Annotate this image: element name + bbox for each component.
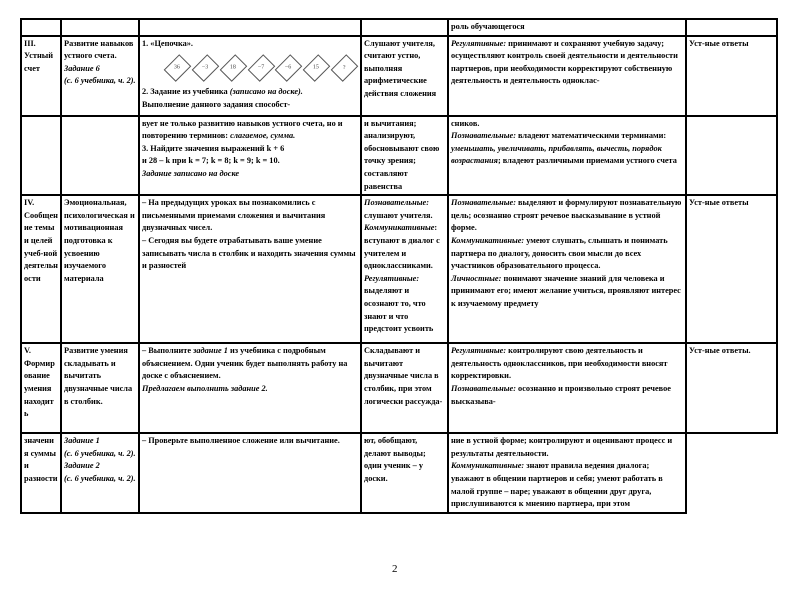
table-row [21,19,777,36]
cell-content: – Проверьте выполненное сложение или вычитание. [139,433,361,513]
chain-step: ? [331,54,358,81]
cell-control: Уст-ные ответы [686,195,777,343]
cell-stage: значения суммы и разности [21,433,61,513]
cell-goal: Эмоциональная, психологическая и мотивационная подготовка к усвоению изучаемого материала [61,195,139,343]
table-row [21,195,777,343]
table-row [21,433,777,513]
chain-step: 15 [303,54,330,81]
cell-stage: V. Формирование умения находить [21,343,61,433]
cell-uud: роль обучающегося [448,19,686,36]
lesson-plan-table [20,18,778,514]
cell-students: ют, обобщают, делают выводы; один ученик – у доски. [361,433,448,513]
cell-content: вует не только развитию навыков устного счета, но и повторению терминов: слагаемое, сумма. 3. Найдите значения выражений k + 6 и 28 – k при k = 7; k = 8; k = 9; k = 10. Задание записано на доске [139,116,361,196]
page-number: 2 [392,563,398,575]
cell-uud: сников. Познавательные: владеют математическими терминами: уменьшать, увеличивать, прибавлять, вычесть, порядок возрастания; владеют различными приемами устного счета [448,116,686,196]
table-row [21,116,777,196]
chain-step: 18 [219,54,246,81]
table-row [21,343,777,433]
cell-content: – Выполните задание 1 из учебника с подробным объяснением. Одни ученик будет выполнять работу на доске с объяснением. Предлагаем выполнить задание 2. [139,343,361,433]
cell-control: Уст-ные ответы [686,36,777,116]
cell-goal: Задание 1 (с. 6 учебника, ч. 2). Задание 2 (с. 6 учебника, ч. 2). [61,433,139,513]
chain-step: −6 [275,54,302,81]
cell-content: 1. «Цепочка». 36 −3 18 −7 −6 15 ? 2. Задание из учебника (записано на доске). Выполнение данного задания способст- [139,36,361,116]
cell-students: Складывают и вычитают двузначные числа в столбик, при этом логически рассужда- [361,343,448,433]
cell-control: Уст-ные ответы. [686,343,777,433]
chain-step: −3 [192,54,219,81]
cell-students: и вычитания; анализируют, обосновывают свою точку зрения; составляют равенства [361,116,448,196]
chain-diagram [142,50,358,86]
chain-step: 36 [164,54,191,81]
cell-uud: ние в устной форме; контролируют и оценивают процесс и результаты деятельности. Коммуникативные: знают правила ведения диалога; уважают в общении партнеров и себя; умеют работать в малой группе – паре; уважают в общении друг друга, прислушиваются к мнению партнера, при этом [448,433,686,513]
cell-goal: Развитие навыков устного счета. Задание 6 (с. 6 учебника, ч. 2). [61,36,139,116]
cell-uud: Познавательные: выделяют и формулируют познавательную цель; осознанно строят речевое высказывание в устной форме. Коммуникативные: умеют слушать, слышать и понимать партнера по диалогу, доносить свои мысли до всех участников образовательного процесса. Личностные: понимают значение знаний для человека и принимают его; имеют желание учиться, проявляют интерес к изучаемому предмету [448,195,686,343]
cell-stage: IV. Сообщение темы и целей учеб-ной деятельности [21,195,61,343]
cell-uud: Регулятивные: контролируют свою деятельность и деятельность одноклассников, при необходимости вносят корректировки. Познавательные: осознанно и произвольно строят речевое высказыва- [448,343,686,433]
cell-students: Познавательные: слушают учителя. Коммуникативные: вступают в диалог с учителем и одноклассниками. Регулятивные: выделяют и осознают то, что знают и что предстоит усвоить [361,195,448,343]
table-row [21,36,777,116]
cell-uud: Регулятивные: принимают и сохраняют учебную задачу; осуществляют контроль своей деятельности и деятельности партнеров, при необходимости корректируют собственную деятельность и деятельность одноклас- [448,36,686,116]
cell-goal: Развитие умения складывать и вычитать двузначные числа в столбик. [61,343,139,433]
cell-stage: III. Устный счет [21,36,61,116]
cell-content: – На предыдущих уроках вы познакомились с письменными приемами сложения и вычитания двузначных чисел. – Сегодня вы будете отрабатывать ваше умение записывать числа в столбик и находить значения суммы и разностей [139,195,361,343]
cell-students: Слушают учителя, считают устно, выполняя арифметические действия сложения [361,36,448,116]
chain-step: −7 [247,54,274,81]
